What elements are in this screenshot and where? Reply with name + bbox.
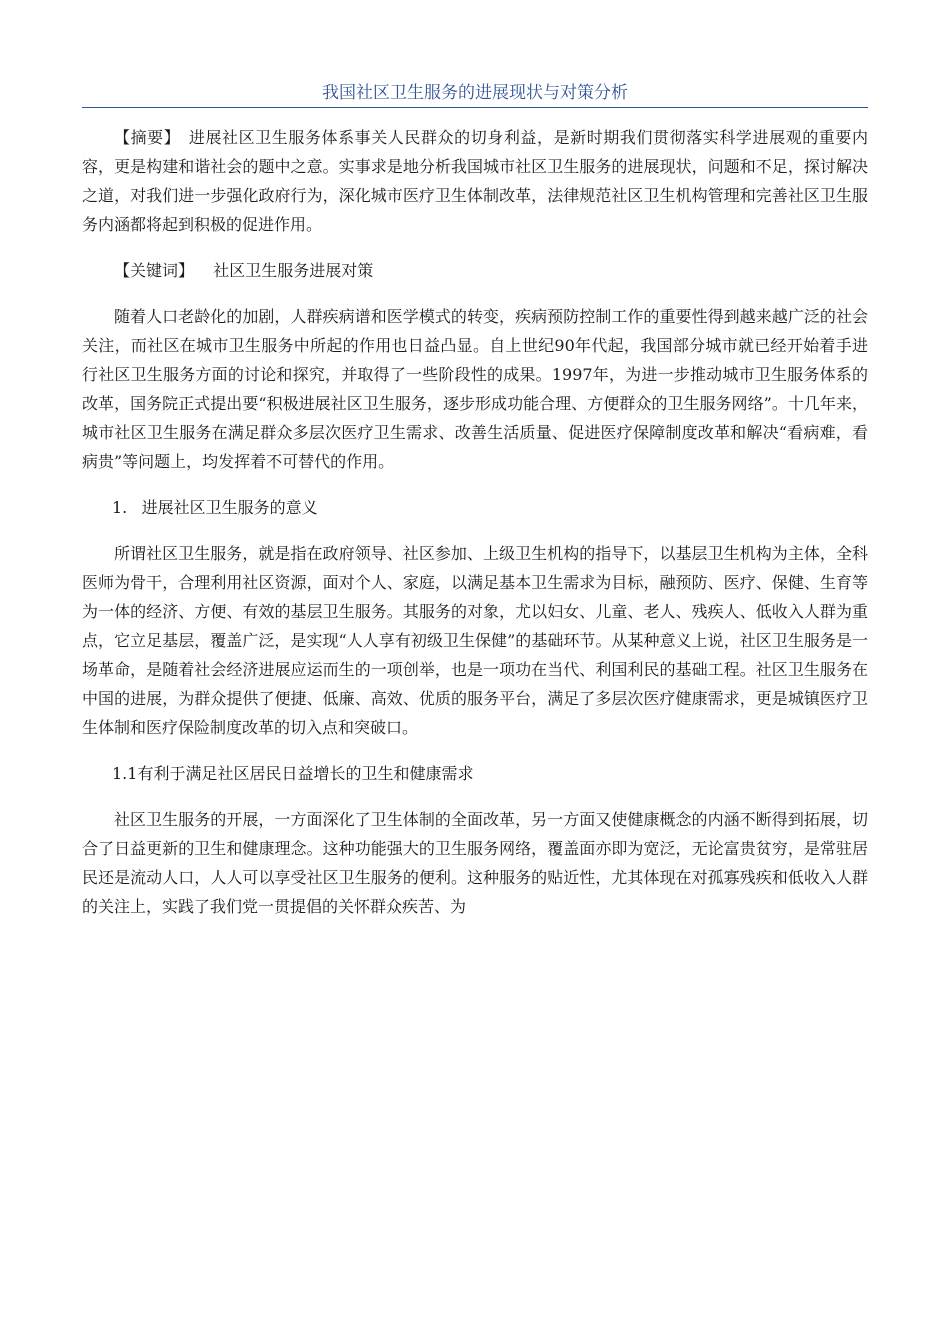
abstract-paragraph [82, 123, 868, 239]
section-1-paragraph: 所谓社区卫生服务，就是指在政府领导、社区参加、上级卫生机构的指导下，以基层卫生机构为主体，全科医师为骨干，合理利用社区资源，面对个人、家庭，以满足基本卫生需求为目标，融预防、医疗、保健、生育等为一体的经济、方便、有效的基层卫生服务。其服务的对象，尤以妇女、儿童、老人、残疾人、低收入人群为重点，它立足基层，覆盖广泛，是实现“人人享有初级卫生保健”的基础环节。从某种意义上说，社区卫生服务是一场革命，是随着社会经济进展应运而生的一项创举，也是一项功在当代、利国利民的基础工程。社区卫生服务在中国的进展，为群众提供了便捷、低廉、高效、优质的服务平台，满足了多层次医疗健康需求，更是城镇医疗卫生体制和医疗保险制度改革的切入点和突破口。 [82, 544, 868, 737]
document-body [82, 123, 868, 938]
section-1-title: 进展社区卫生服务的意义 [141, 498, 318, 517]
keywords-paragraph [82, 256, 868, 285]
section-1-1-heading: 1.1有利于满足社区居民日益增长的卫生和健康需求 [112, 764, 474, 783]
keywords-text: 社区卫生服务进展对策 [213, 261, 374, 280]
abstract-text: 进展社区卫生服务体系事关人民群众的切身利益，是新时期我们贯彻落实科学进展观的重要内容，更是构建和谐社会的题中之意。实事求是地分析我国城市社区卫生服务的进展现状，问题和不足，探讨解决之道，对我们进一步强化政府行为，深化城市医疗卫生体制改革，法律规范社区卫生机构管理和完善社区卫生服务内涵都将起到积极的促进作用。 [82, 128, 868, 234]
header-divider [82, 107, 868, 108]
section-1-1-paragraph: 社区卫生服务的开展，一方面深化了卫生体制的全面改革，另一方面又使健康概念的内涵不断得到拓展，切合了日益更新的卫生和健康理念。这种功能强大的卫生服务网络，覆盖面亦即为宽泛，无论富贵贫穷，是常驻居民还是流动人口，人人可以享受社区卫生服务的便利。这种服务的贴近性，尤其体现在对孤寡残疾和低收入人群的关注上，实践了我们党一贯提倡的关怀群众疾苦、为 [82, 810, 868, 916]
section-1-heading [82, 493, 868, 522]
section-1-number: 1. [112, 498, 128, 517]
intro-paragraph: 随着人口老龄化的加剧，人群疾病谱和医学模式的转变，疾病预防控制工作的重要性得到越来越广泛的社会关注，而社区在城市卫生服务中所起的作用也日益凸显。自上世纪90年代起，我国部分城市就已经开始着手进行社区卫生服务方面的讨论和探究，并取得了一些阶段性的成果。1997年，为进一步推动城市卫生服务体系的改革，国务院正式提出要“积极进展社区卫生服务，逐步形成功能合理、方便群众的卫生服务网络”。十几年来，城市社区卫生服务在满足群众多层次医疗卫生需求、改善生活质量、促进医疗保障制度改革和解决“看病难，看病贵”等问题上，均发挥着不可替代的作用。 [82, 307, 868, 471]
page-header-title: 我国社区卫生服务的进展现状与对策分析 [322, 83, 628, 103]
keywords-label: 【关键词】 [114, 261, 195, 280]
abstract-label: 【摘要】 [114, 128, 173, 147]
